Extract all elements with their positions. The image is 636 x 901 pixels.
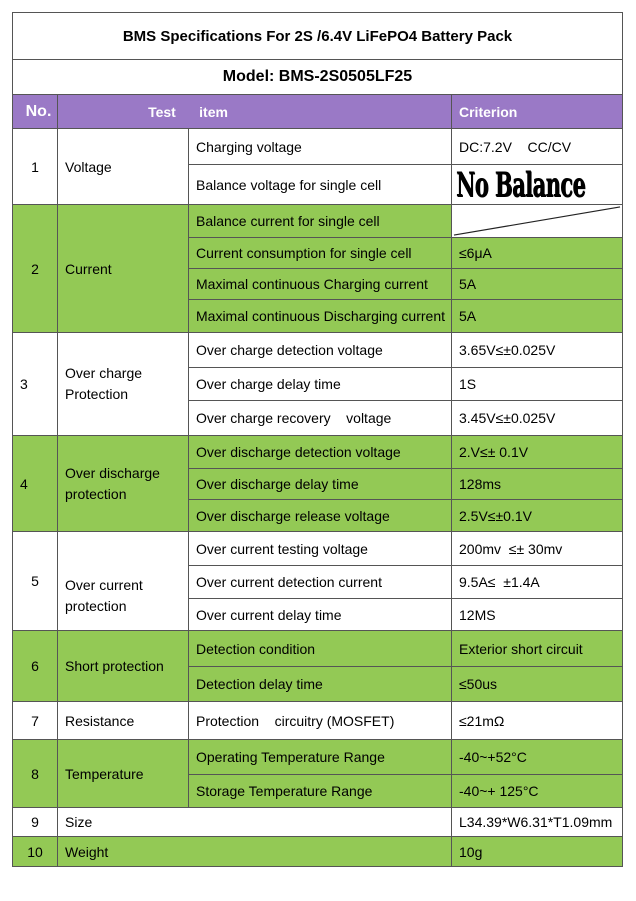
criterion-value: -40~+ 125°C [452,775,623,808]
criterion-value: 3.45V≤±0.025V [452,401,623,436]
sub-item: Over current detection current [189,566,452,599]
header-criterion: Criterion [452,95,623,129]
row-number: 2 [13,205,58,333]
header-test-item: Test item [58,95,452,129]
table-row [13,808,623,837]
table-header [13,95,623,129]
sub-item: Maximal continuous Discharging current [189,300,452,333]
table-row [13,532,623,566]
sub-item: Operating Temperature Range [189,740,452,775]
criterion-value: 9.5A≤ ±1.4A [452,566,623,599]
test-item: Weight [58,837,452,867]
sub-item: Over discharge release voltage [189,500,452,532]
test-item: Over current protection [58,532,189,631]
criterion-value: 10g [452,837,623,867]
row-number: 5 [13,532,58,631]
test-item: Voltage [58,129,189,205]
criterion-value: ≤6μA [452,238,623,269]
sub-item: Over current testing voltage [189,532,452,566]
sub-item: Maximal continuous Charging current [189,269,452,300]
sub-item: Over charge detection voltage [189,333,452,368]
model-number: Model: BMS-2S0505LF25 [13,60,623,95]
table-row [13,205,623,238]
test-item: Temperature [58,740,189,808]
sub-item: Charging voltage [189,129,452,165]
table-row [13,631,623,667]
bms-spec-table [12,12,623,867]
sub-item: Protection circuitry (MOSFET) [189,702,452,740]
criterion-value: 1S [452,368,623,401]
document-title: BMS Specifications For 2S /6.4V LiFePO4 Battery Pack [13,13,623,60]
test-item: Short protection [58,631,189,702]
row-number: 1 [13,129,58,205]
strike-line [452,205,623,238]
criterion-value: 200mv ≤± 30mv [452,532,623,566]
row-number: 8 [13,740,58,808]
sub-item: Current consumption for single cell [189,238,452,269]
criterion-value: 3.65V≤±0.025V [452,333,623,368]
table-row [13,436,623,469]
criterion-value: ≤50us [452,667,623,702]
sub-item: Balance current for single cell [189,205,452,238]
table-row [13,740,623,775]
table-row [13,702,623,740]
criterion-value: ≤21mΩ [452,702,623,740]
sub-item: Over charge recovery voltage [189,401,452,436]
criterion-value: 2.V≤± 0.1V [452,436,623,469]
row-number: 9 [13,808,58,837]
sub-item: Over discharge detection voltage [189,436,452,469]
row-number: 6 [13,631,58,702]
criterion-value: Exterior short circuit [452,631,623,667]
criterion-value: DC:7.2V CC/CV [452,129,623,165]
criterion-value: 12MS [452,599,623,631]
test-item: Over charge Protection [58,333,189,436]
row-number: 3 [13,333,58,436]
row-number: 10 [13,837,58,867]
criterion-value: 128ms [452,469,623,500]
test-item: Resistance [58,702,189,740]
test-item: Over discharge protection [58,436,189,532]
sub-item: Detection condition [189,631,452,667]
table-row [13,837,623,867]
criterion-value: 2.5V≤±0.1V [452,500,623,532]
sub-item: Storage Temperature Range [189,775,452,808]
criterion-value: -40~+52°C [452,740,623,775]
sub-item: Balance voltage for single cell [189,165,452,205]
no-balance-stamp: No Balance [452,165,623,205]
row-number: 4 [13,436,58,532]
criterion-value: 5A [452,269,623,300]
sub-item: Over charge delay time [189,368,452,401]
criterion-value: 5A [452,300,623,333]
sub-item: Over discharge delay time [189,469,452,500]
table-row [13,129,623,165]
row-number: 7 [13,702,58,740]
sub-item: Detection delay time [189,667,452,702]
criterion-value: L34.39*W6.31*T1.09mm [452,808,623,837]
test-item: Current [58,205,189,333]
sub-item: Over current delay time [189,599,452,631]
test-item: Size [58,808,452,837]
table-row [13,333,623,368]
header-no: No. [13,95,58,129]
